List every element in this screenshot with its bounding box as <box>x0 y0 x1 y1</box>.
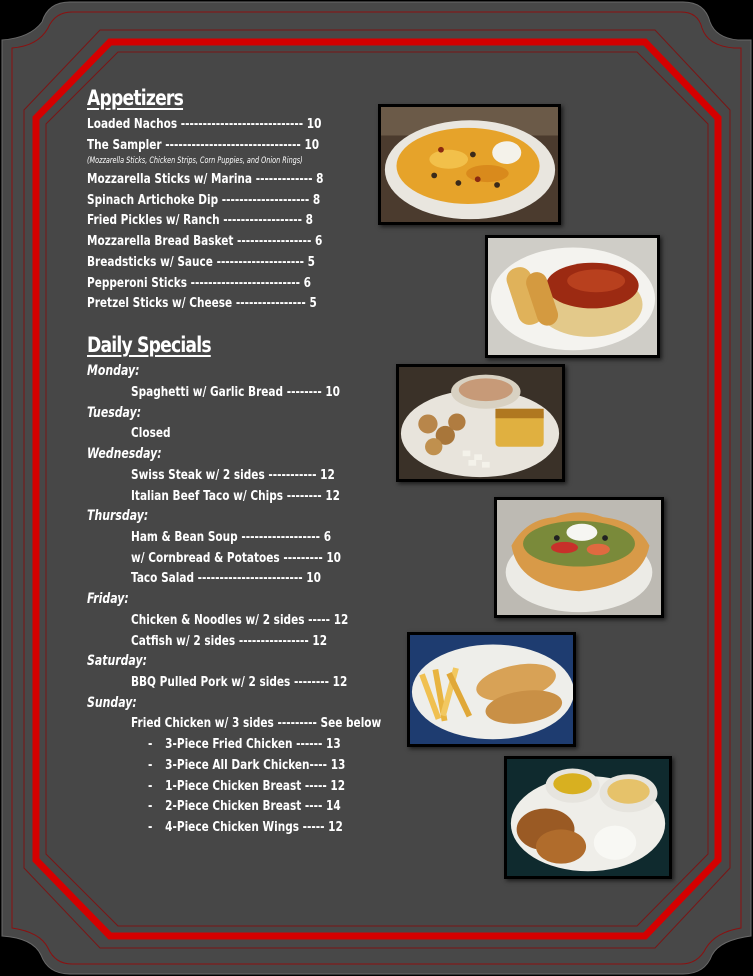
special-item: Italian Beef Taco w/ Chips -------- 12 <box>131 488 341 504</box>
special-item: Taco Salad ------------------------ 10 <box>131 570 321 586</box>
special-item: BBQ Pulled Pork w/ 2 sides -------- 12 <box>131 674 348 690</box>
fried-chicken-dinner-photo <box>504 756 672 879</box>
menu-item: Spinach Artichoke Dip -------------------- 8 <box>87 192 321 208</box>
appetizers-heading: Appetizers <box>87 86 184 110</box>
menu-item: Fried Pickles w/ Ranch ------------------ 8 <box>87 212 313 228</box>
sunday-subitem: - 4-Piece Chicken Wings ----- 12 <box>148 819 343 835</box>
ham-bean-soup-cornbread-photo <box>396 364 565 482</box>
special-item: Fried Chicken w/ 3 sides --------- See below <box>131 715 382 731</box>
special-item: Swiss Steak w/ 2 sides ----------- 12 <box>131 467 335 483</box>
special-item: Spaghetti w/ Garlic Bread -------- 10 <box>131 384 341 400</box>
day-label-monday: Monday: <box>87 363 140 379</box>
taco-salad-photo <box>494 497 664 618</box>
menu-item: The Sampler ------------------------------- 10 <box>87 137 320 153</box>
menu-item: Pepperoni Sticks ------------------------- 6 <box>87 275 311 291</box>
day-label-thursday: Thursday: <box>87 508 149 524</box>
special-item: w/ Cornbread & Potatoes --------- 10 <box>131 550 342 566</box>
menu-item: Mozzarella Bread Basket ----------------- 6 <box>87 233 323 249</box>
menu-item: Breadsticks w/ Sauce -------------------- 5 <box>87 254 315 270</box>
special-item: Chicken & Noodles w/ 2 sides ----- 12 <box>131 612 349 628</box>
day-label-tuesday: Tuesday: <box>87 405 142 421</box>
sunday-subitem: - 3-Piece Fried Chicken ------ 13 <box>148 736 341 752</box>
day-label-friday: Friday: <box>87 591 129 607</box>
daily-specials-heading: Daily Specials <box>87 333 211 357</box>
sampler-note: (Mozzarella Sticks, Chicken Strips, Corn Puppies, and Onion Rings) <box>87 156 303 166</box>
loaded-nachos-photo <box>378 104 561 225</box>
day-label-saturday: Saturday: <box>87 653 147 669</box>
day-label-wednesday: Wednesday: <box>87 446 162 462</box>
sunday-subitem: - 3-Piece All Dark Chicken---- 13 <box>148 757 346 773</box>
sunday-subitem: - 1-Piece Chicken Breast ----- 12 <box>148 778 346 794</box>
sunday-subitem: - 2-Piece Chicken Breast ---- 14 <box>148 798 341 814</box>
menu-item: Loaded Nachos ---------------------------- 10 <box>87 116 322 132</box>
catfish-fries-photo <box>407 632 576 747</box>
special-item: Ham & Bean Soup ------------------ 6 <box>131 529 332 545</box>
special-item: Closed <box>131 425 171 441</box>
special-item: Catfish w/ 2 sides ---------------- 12 <box>131 633 328 649</box>
menu-item: Mozzarella Sticks w/ Marina ------------- 8 <box>87 171 324 187</box>
menu-item: Pretzel Sticks w/ Cheese ---------------- 5 <box>87 295 317 311</box>
spaghetti-garlic-bread-photo <box>485 235 660 358</box>
day-label-sunday: Sunday: <box>87 695 137 711</box>
